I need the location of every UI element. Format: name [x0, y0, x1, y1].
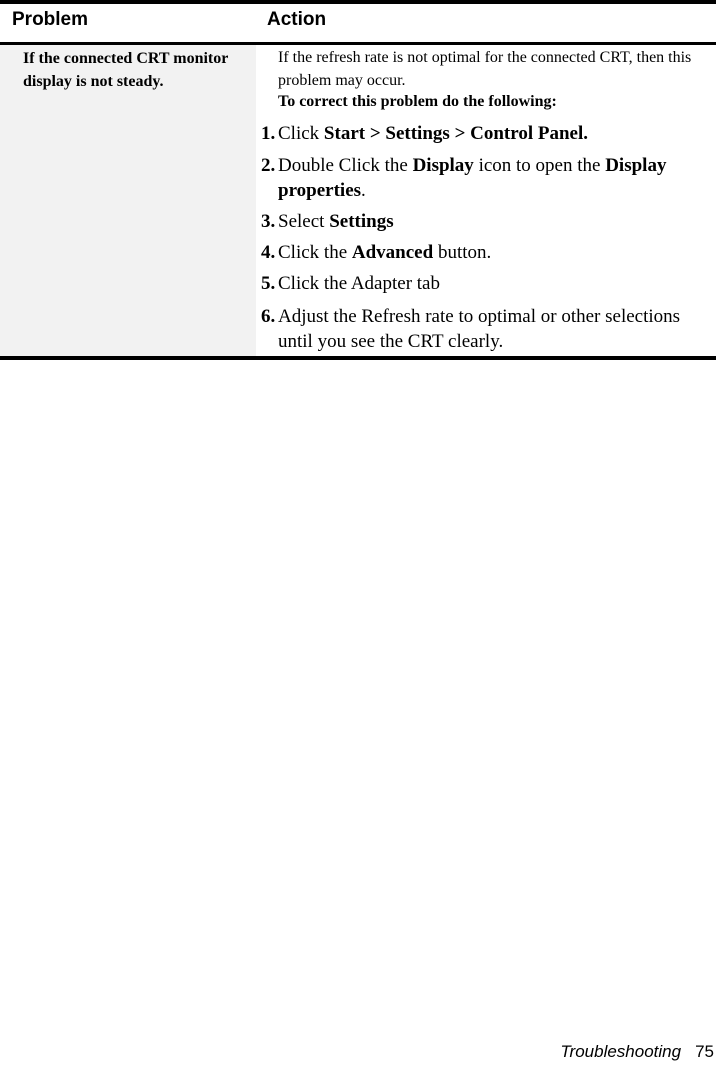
step-number: 5.	[261, 273, 276, 294]
page-number: 75	[695, 1042, 714, 1061]
problem-text: If the connected CRT monitor display is not steady.	[23, 50, 229, 90]
step-text: Double Click the Display icon to open the Display properties.	[278, 155, 667, 201]
step-text: Click Start > Settings > Control Panel.	[278, 123, 589, 144]
footer-section: Troubleshooting	[560, 1042, 682, 1061]
header-problem: Problem	[12, 9, 89, 30]
step-text: Adjust the Refresh rate to optimal or other selections until you see the CRT clearly.	[278, 306, 681, 352]
step-text: Select Settings	[278, 211, 394, 232]
header-action: Action	[267, 9, 327, 30]
step-number: 1.	[261, 123, 276, 144]
page-footer	[560, 1042, 714, 1062]
step-text: Click the Advanced button.	[278, 242, 492, 263]
step-number: 4.	[261, 242, 276, 263]
table-bottom-rule	[0, 356, 716, 360]
action-instruction: To correct this problem do the following:	[278, 93, 557, 110]
action-intro: If the refresh rate is not optimal for the connected CRT, then this problem may occur.	[278, 49, 692, 89]
step-text: Click the Adapter tab	[278, 273, 440, 294]
table-top-rule	[0, 0, 716, 4]
step-number: 3.	[261, 211, 276, 232]
step-number: 6.	[261, 306, 276, 327]
step-number: 2.	[261, 155, 276, 176]
